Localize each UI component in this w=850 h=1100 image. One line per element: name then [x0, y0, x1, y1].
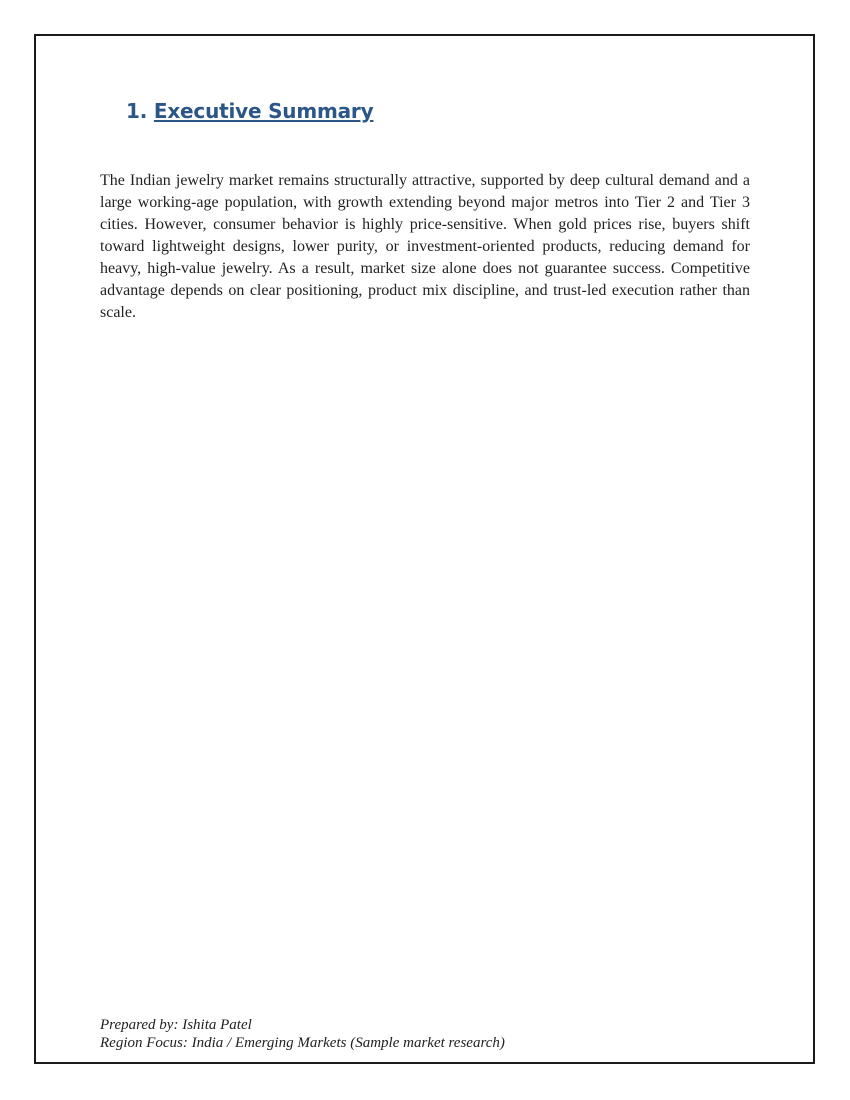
section-title: Executive Summary [153, 99, 374, 123]
prepared-by-line: Prepared by: Ishita Patel [100, 1017, 252, 1033]
document-footer [100, 1016, 505, 1052]
section-number: 1. [126, 99, 148, 123]
section-heading [126, 99, 373, 123]
summary-paragraph: The Indian jewelry market remains structurally attractive, supported by deep cultural demand and a large working-age population, with growth extending beyond major metros into Tier 2 and Tier 3 cities. However, consumer behavior is highly price-sensitive. When gold prices rise, buyers shift toward lightweight designs, lower purity, or investment-oriented products, reducing demand for heavy, high-value jewelry. As a result, market size alone does not guarantee success. Competitive advantage depends on clear positioning, product mix discipline, and trust-led execution rather than scale. [100, 172, 750, 321]
region-focus-line: Region Focus: India / Emerging Markets (Sample market research) [100, 1035, 505, 1051]
